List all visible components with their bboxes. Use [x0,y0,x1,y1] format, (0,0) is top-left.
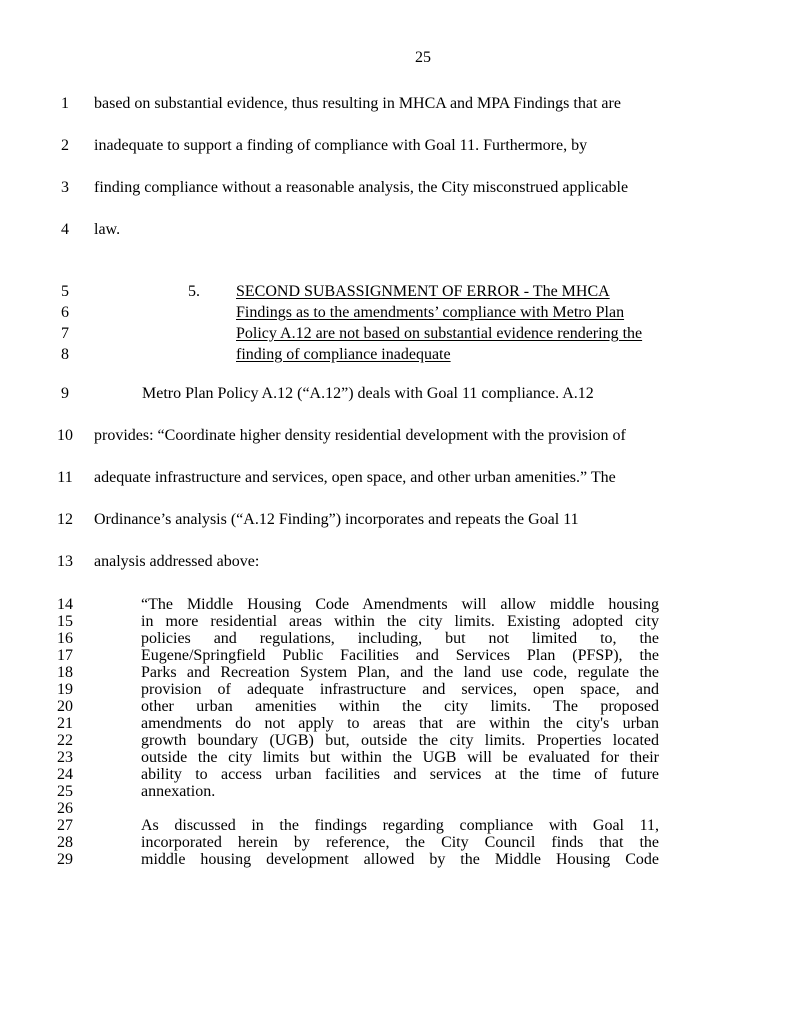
line-number: 9 [61,385,69,402]
paragraph-line: provides: “Coordinate higher density residential development with the provision of [94,427,626,444]
quote-line: in more residential areas within the city limits. Existing adopted city [141,613,659,630]
line-number: 5 [61,283,69,300]
line-number: 21 [57,715,73,732]
line-number: 12 [57,511,73,528]
quote-line: other urban amenities within the city limits. The proposed [141,698,659,715]
heading-line: Policy A.12 are not based on substantial evidence rendering the [236,325,643,342]
line-number: 8 [61,346,69,363]
line-number: 18 [57,664,73,681]
paragraph-line: adequate infrastructure and services, open space, and other urban amenities.” The [94,469,616,486]
line-number: 27 [57,817,73,834]
line-number: 28 [57,834,73,851]
line-number: 26 [57,800,73,817]
body-line: based on substantial evidence, thus resulting in MHCA and MPA Findings that are [94,95,621,112]
line-number: 10 [57,427,73,444]
line-number: 2 [61,137,69,154]
quote-line: incorporated herein by reference, the City Council finds that the [141,834,659,851]
line-number: 17 [57,647,73,664]
quote-line: ability to access urban facilities and services at the time of future [141,766,659,783]
line-number: 24 [57,766,73,783]
heading-line: finding of compliance inadequate [236,346,451,363]
quote-line: “The Middle Housing Code Amendments will allow middle housing [141,596,659,613]
quote-line: policies and regulations, including, but not limited to, the [141,630,659,647]
line-number: 20 [57,698,73,715]
line-number: 1 [61,95,69,112]
line-number: 25 [57,783,73,800]
quote-line: outside the city limits but within the UGB will be evaluated for their [141,749,659,766]
paragraph-line: analysis addressed above: [94,553,260,570]
body-line: finding compliance without a reasonable analysis, the City misconstrued applicable [94,179,629,196]
quote-line: Eugene/Springfield Public Facilities and Services Plan (PFSP), the [141,647,659,664]
line-number: 4 [61,221,69,238]
line-number: 14 [57,596,73,613]
heading-number: 5. [188,283,200,300]
line-number: 22 [57,732,73,749]
line-number: 19 [57,681,73,698]
heading-line: SECOND SUBASSIGNMENT OF ERROR - The MHCA [236,283,610,300]
line-number: 29 [57,851,73,868]
line-number: 13 [57,553,73,570]
line-number: 11 [57,469,73,486]
paragraph-line: Metro Plan Policy A.12 (“A.12”) deals with Goal 11 compliance. A.12 [142,385,594,402]
line-number: 16 [57,630,73,647]
quote-line: annexation. [141,783,216,800]
paragraph-line: Ordinance’s analysis (“A.12 Finding”) incorporates and repeats the Goal 11 [94,511,579,528]
quote-line: middle housing development allowed by the Middle Housing Code [141,851,659,868]
line-number: 6 [61,304,69,321]
line-number: 7 [61,325,69,342]
page-number: 25 [415,49,431,66]
quote-line: Parks and Recreation System Plan, and the land use code, regulate the [141,664,659,681]
line-number: 15 [57,613,73,630]
body-line: law. [94,221,121,238]
line-number: 23 [57,749,73,766]
body-line: inadequate to support a finding of compliance with Goal 11. Furthermore, by [94,137,588,154]
quote-line: provision of adequate infrastructure and services, open space, and [141,681,659,698]
quote-line: growth boundary (UGB) but, outside the city limits. Properties located [141,732,659,749]
line-number: 3 [61,179,69,196]
quote-line: amendments do not apply to areas that are within the city's urban [141,715,659,732]
quote-line: As discussed in the findings regarding compliance with Goal 11, [141,817,659,834]
heading-line: Findings as to the amendments’ compliance with Metro Plan [236,304,625,321]
